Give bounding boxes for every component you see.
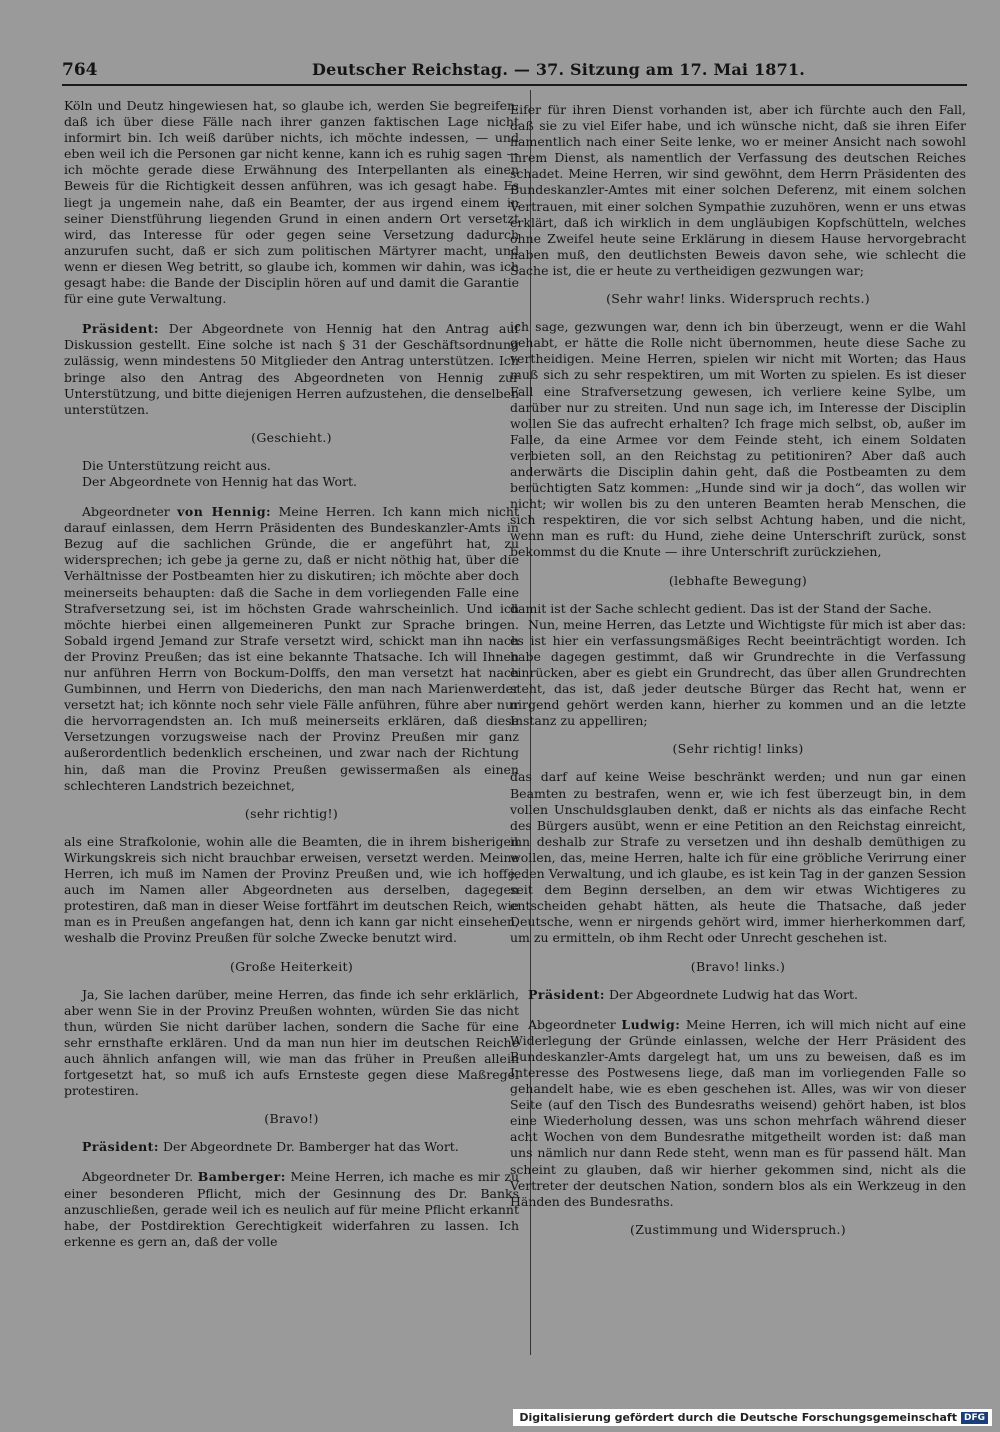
speaker-prefix: Abgeordneter [82,504,178,520]
paragraph [64,1139,519,1155]
speech-text: Meine Herren, ich mache es mir zu einer besonderen Pflicht, mich der Gesinnung des Dr. Banks anzuschließen, gerade weil ich es neulich auf für meine Pflicht erkannt habe, der Postdirektion Gerechtigkeit widerfahren zu lassen. Ich erkenne es gern an, daß der volle [64,1169,519,1249]
speech-text: Der Abgeordnete von Hennig hat den Antrag auf Diskussion gestellt. Eine solche ist nach § 31 der Geschäftsordnung zulässig, wenn mindestens 50 Mitglieder den Antrag unterstützen. Ich bringe also den Antrag des Abgeordneten von Hennig zur Unterstützung, und bitte diejenigen Herren aufzustehen, die denselben unterstützen. [64,321,519,417]
digitization-credit [513,1409,992,1426]
credit-text: Digitalisierung gefördert durch die Deutsche Forschungsgemeinschaft [519,1411,957,1424]
paragraph: ich sage, gezwungen war, denn ich bin überzeugt, wenn er die Wahl gehabt, er hätte die Rolle nicht übernommen, heute diese Sache zu vertheidigen. Meine Herren, spielen wir nicht mit Worten; das Haus muß sich zu sehr respektiren, um mit Worten zu spielen. Es ist dieser Fall eine Strafversetzung gewesen, ich verliere keine Sylbe, um darüber nur zu streiten. Und nun sage ich, im Interesse der Disciplin wollen Sie das aufrecht erhalten? Ich frage mich selbst, ob, außer im Falle, da eine Armee vor dem Feinde steht, ich einem Soldaten verbieten soll, an den Reichstag zu petitioniren? Aber daß auch anderwärts die Disciplin dahin geht, daß die Postbeamten zu dem berüchtigten Satz kommen: „Hunde sind wir ja doch“, das wollen wir nicht; wir wollen bis zu den unteren Beamten herab Menschen, die sich respektiren, die vor sich selbst Achtung haben, und die nicht, wenn man es ruft: du Hund, ziehe deine Unterschrift zurück, sonst bekommst du die Knute — ihre Unterschrift zurückziehen, [510,319,966,560]
paragraph [510,987,966,1003]
paragraph: Eifer für ihren Dienst vorhanden ist, aber ich fürchte auch den Fall, daß sie zu viel Eifer habe, und ich wünsche nicht, daß sie ihren Eifer namentlich nach einer Seite lenke, wo er meiner Ansicht nach sowohl ihrem Dienst, als namentlich der Verfassung des deutschen Reiches schadet. Meine Herren, wir sind gewöhnt, dem Herrn Präsidenten des Bundeskanzler-Amtes mit einer solchen Deferenz, mit einem solchen Vertrauen, mit einer solchen Sympathie zuzuhören, wenn er uns etwas erklärt, daß ich wirklich in dem ungläubigen Kopfschütteln, welches ohne Zweifel heute seine Erklärung in diesem Hause hervorgebracht haben muß, den deutlichsten Beweis davon sehe, wie schlecht die Sache ist, die er heute zu vertheidigen gezwungen war; [510,102,966,278]
stage-direction: (Geschieht.) [251,429,332,445]
running-title: Deutscher Reichstag. — 37. Sitzung am 17. Mai 1871. [312,60,806,79]
speaker-prefix: Abgeordneter [528,1016,622,1032]
page-header [62,56,967,86]
paragraph: als eine Strafkolonie, wohin alle die Beamten, die in ihrem bisherigen Wirkungskreis sich nicht brauchbar erweisen, versetzt werden. Meine Herren, ich muß im Namen der Provinz Preußen und, wie ich hoffe, auch im Namen aller Abgeordneten aus derselben, dagegen protestiren, daß man in dieser Weise fortfährt im deutschen Reich, wie man es in Preußen angefangen hat, denn ich kann gar nicht einsehen, weshalb die Provinz Preußen für solche Zwecke benutzt wird. [64,833,519,946]
stage-direction: (Zustimmung und Widerspruch.) [630,1221,846,1237]
speaker-prefix: Abgeordneter Dr. [82,1169,198,1185]
stage-direction: (Bravo!) [264,1111,319,1127]
dfg-logo: DFG [961,1412,988,1424]
paragraph: damit ist der Sache schlecht gedient. Das ist der Stand der Sache. [510,600,932,616]
speech-text: Meine Herren. Ich kann mich nicht darauf einlassen, dem Herrn Präsidenten des Bundeskanzler-Amts in Bezug auf die sachlichen Gründe, die er angeführt hat, zu widersprechen; ich gebe ja gerne zu, daß er nicht nöthig hat, über die Verhältnisse der Postbeamten hier zu diskutiren; ich möchte aber doch meinerseits behaupten: daß die Sache in dem vorliegenden Falle eine Strafversetzung sei, ist im höchsten Grade wahrscheinlich. Und ich möchte hierbei einen allgemeineren Punkt zur Sprache bringen. Sobald irgend Jemand zur Strafe versetzt wird, schickt man ihn nach der Provinz Preußen; das ist eine bekannte Thatsache. Ich will Ihnen nur anführen Herrn von Bockum-Dolffs, den man versetzt hat nach Gumbinnen, und Herrn von Diederichs, den man nach Marienwerder versetzt hat; ich könnte noch sehr viele Fälle anführen, führe aber nur die hervorragendsten an. Ich muß meinerseits erklären, daß diese Versetzungen vorzugsweise nach der Provinz Preußen mir ganz außerordentlich bedenklich erscheinen, und zwar nach der Richtung hin, daß man die Provinz Preußen gewissermaßen als einen schlechteren Landstrich bezeichnet, [64,504,520,793]
speaker-name: Präsident: [528,986,606,1002]
stage-direction: (sehr richtig!) [244,805,339,821]
speech-text: Der Abgeordnete Ludwig hat das Wort. [605,986,859,1002]
paragraph: Ja, Sie lachen darüber, meine Herren, das finde ich sehr erklärlich, aber wenn Sie in der Provinz Preußen wohnten, würden Sie das nicht thun, würden Sie nicht darüber lachen, sondern die Sache für eine sehr ernsthafte erklären. Und da man nun hier im deutschen Reiche auch ähnlich anfangen will, wie man das früher in Preußen allein fortgesetzt hat, so muß ich aufs Ernsteste gegen diese Maßregel protestiren. [64,986,519,1099]
speaker-name: Präsident: [82,1139,160,1155]
paragraph: Die Unterstützung reicht aus. [82,457,271,473]
paragraph [64,321,519,418]
speaker-name: Präsident: [82,321,160,337]
paragraph [64,1169,519,1249]
paragraph: Köln und Deutz hingewiesen hat, so glaube ich, werden Sie begreifen, daß ich über diese Fälle nach ihrer ganzen faktischen Lage nicht informirt bin. Ich weiß darüber nichts, ich möchte indessen, — und eben weil ich die Personen gar nicht kenne, kann ich es ruhig sagen — ich möchte gerade diese Erwähnung des Interpellanten als einen Beweis für die Richtigkeit dessen anführen, was ich gesagt habe. Es liegt ja ungemein nahe, daß ein Beamter, der aus irgend einem in seiner Dienstführung liegenden Grund in einen andern Ort versetzt wird, das Interesse für oder gegen seine Versetzung dadurch anzurufen sucht, daß er sich zum politischen Märtyrer macht, und wenn er diesen Weg betritt, so glaube ich, kommen wir dahin, was ich gesagt habe: die Bande der Disciplin hören auf und damit die Garantie für eine gute Verwaltung. [64,98,519,307]
speaker-name: von Hennig: [177,504,272,520]
paragraph: das darf auf keine Weise beschränkt werden; und nun gar einen Beamten zu bestrafen, wenn er, wie ich fest überzeugt bin, in dem vollen Unschuldsglauben denkt, daß er nichts als das einfache Recht des Bürgers ausübt, wenn er eine Petition an den Reichstag einreicht, ihn deshalb zur Strafe zu versetzen und ihn deshalb demüthigen zu wollen, das, meine Herren, halte ich für eine gröbliche Verirrung einer jeden Verwaltung, und ich glaube, es ist kein Tag in der ganzen Session seit dem Beginn derselben, an dem wir etwas Wichtigeres zu entscheiden gehabt hätten, als heute die Thatsache, daß jeder Deutsche, wenn er nirgends gehört wird, immer hierherkommen darf, um zu ermitteln, ob ihm Recht oder Unrecht geschehen ist. [510,769,966,946]
page-number: 764 [62,60,98,80]
speaker-name: Ludwig: [621,1016,681,1032]
left-column [64,98,519,1250]
paragraph: Nun, meine Herren, das Letzte und Wichtigste für mich ist aber das: es ist hier ein verfassungsmäßiges Recht beeinträchtigt worden. Ich habe dagegen gestimmt, daß wir Grundrechte in die Verfassung einrücken, aber es giebt ein Grundrecht, das über allen Grundrechten steht, das ist, daß jeder deutsche Bürger das Recht hat, wenn er nirgend gehört werden kann, hierher zu kommen und an die letzte Instanz zu appelliren; [510,616,966,729]
paragraph: Der Abgeordnete von Hennig hat das Wort. [82,473,357,489]
stage-direction: (Sehr wahr! links. Widerspruch rechts.) [606,291,870,307]
paragraph [510,1017,966,1210]
speech-text: Meine Herren, ich will mich nicht auf eine Widerlegung der Gründe einlassen, welche der Herr Präsident des Bundeskanzler-Amts dargelegt hat, um uns zu beweisen, daß es im Interesse des Postwesens liege, daß man im vorliegenden Falle so gehandelt habe, wie es eben geschehen ist. Alles, was wir von dieser Seite (auf den Tisch des Bundesraths weisend) gehört haben, ist blos eine Wiederholung dessen, was uns schon mehrfach während dieser acht Wochen von dem Bundesrathe mitgetheilt worden ist: daß man uns nämlich nur dann Rede steht, wenn man es für passend hält. Man scheint zu glauben, daß wir hierher gekommen sind, nicht als die Vertreter der deutschen Nation, sondern blos als ein Werkzeug in den Händen des Bundesraths. [510,1016,967,1209]
paragraph [64,504,519,794]
stage-direction: (Sehr richtig! links) [672,741,804,757]
right-column [510,102,966,1250]
stage-direction: (Bravo! links.) [690,958,786,974]
stage-direction: (Große Heiterkeit) [229,958,354,974]
speaker-name: Bamberger: [197,1169,286,1185]
speech-text: Der Abgeordnete Dr. Bamberger hat das Wort. [159,1139,459,1155]
stage-direction: (lebhafte Bewegung) [668,572,808,588]
